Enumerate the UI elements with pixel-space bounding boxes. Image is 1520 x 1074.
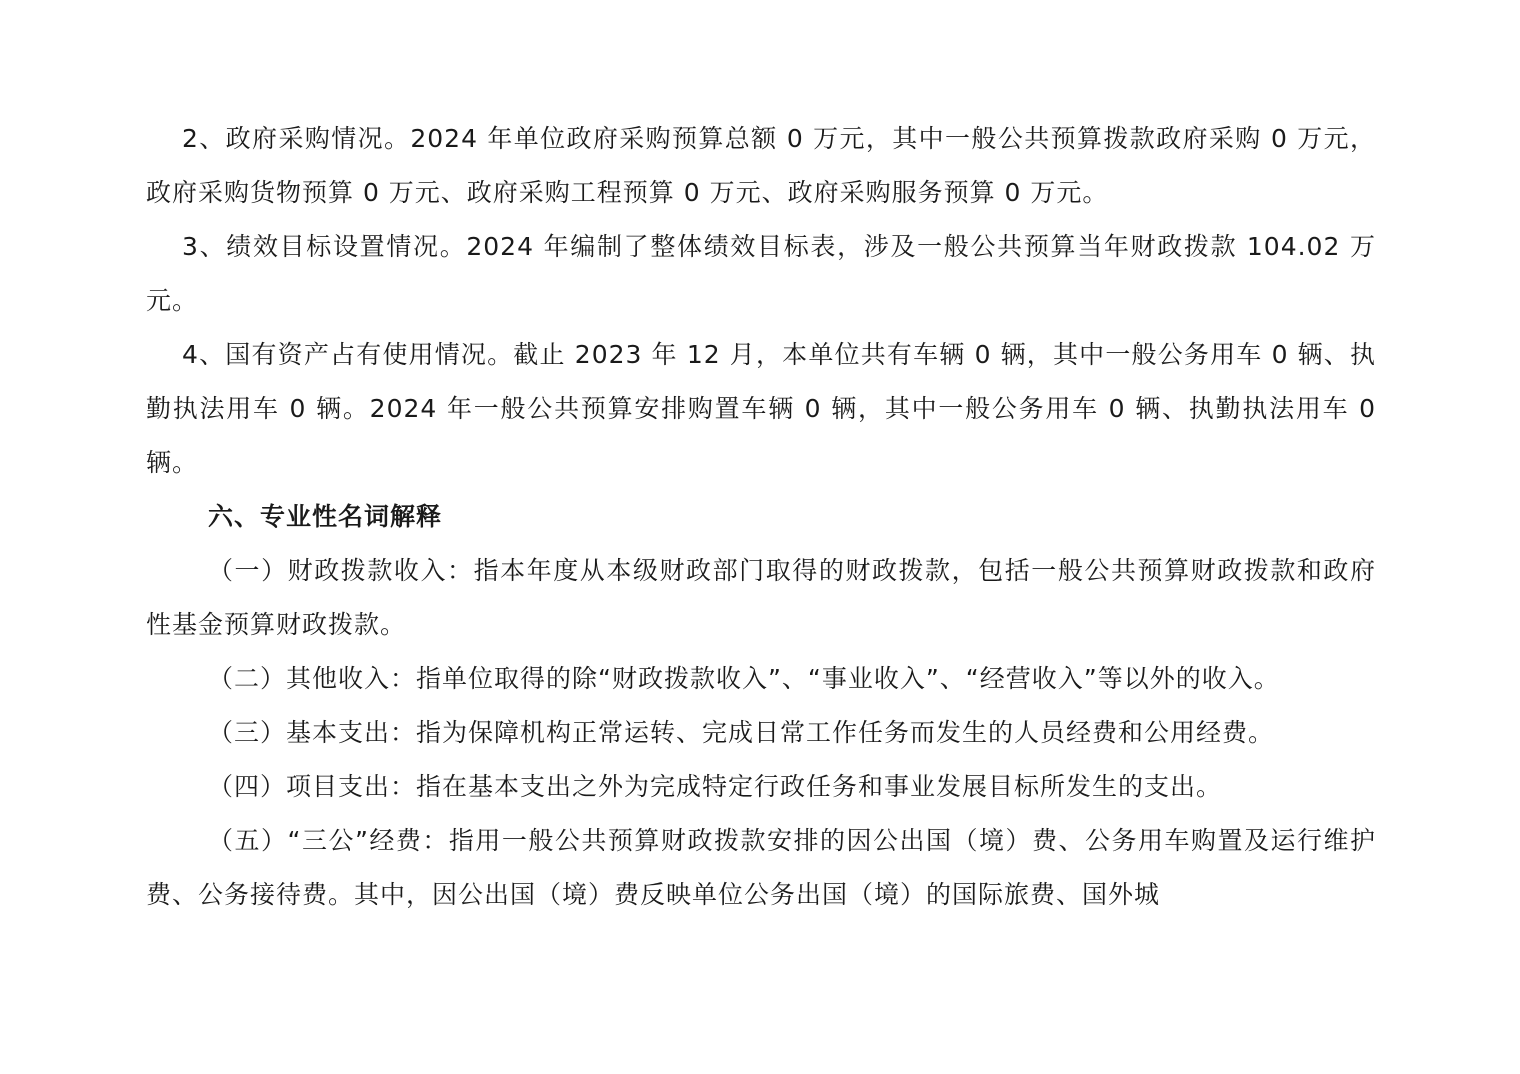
definition-other-income: （二）其他收入：指单位取得的除“财政拨款收入”、“事业收入”、“经营收入”等以外的收入。 xyxy=(208,664,1280,693)
definition-project-expenditure: （四）项目支出：指在基本支出之外为完成特定行政任务和事业发展目标所发生的支出。 xyxy=(208,772,1223,801)
paragraph-state-assets: 4、国有资产占有使用情况。截止 2023 年 12 月，本单位共有车辆 0 辆，其中一般公务用车 0 辆、执勤执法用车 0 辆。2024 年一般公共预算安排购置车辆 0 辆，其中一般公务用车 0 辆、执勤执法用车 0 辆。 xyxy=(146,340,1376,477)
definition-fiscal-appropriation-income: （一）财政拨款收入：指本年度从本级财政部门取得的财政拨款，包括一般公共预算财政拨款和政府性基金预算财政拨款。 xyxy=(146,556,1376,639)
paragraph-government-procurement: 2、政府采购情况。2024 年单位政府采购预算总额 0 万元，其中一般公共预算拨款政府采购 0 万元，政府采购货物预算 0 万元、政府采购工程预算 0 万元、政府采购服务预算 0 万元。 xyxy=(146,124,1376,207)
paragraph-performance-targets: 3、绩效目标设置情况。2024 年编制了整体绩效目标表，涉及一般公共预算当年财政拨款 104.02 万元。 xyxy=(146,232,1376,315)
definition-three-public-expenses: （五）“三公”经费：指用一般公共预算财政拨款安排的因公出国（境）费、公务用车购置及运行维护费、公务接待费。其中，因公出国（境）费反映单位公务出国（境）的国际旅费、国外城 xyxy=(146,826,1376,909)
document-body xyxy=(146,112,1376,922)
definition-basic-expenditure: （三）基本支出：指为保障机构正常运转、完成日常工作任务而发生的人员经费和公用经费。 xyxy=(208,718,1275,747)
section-heading: 六、专业性名词解释 xyxy=(208,502,443,531)
